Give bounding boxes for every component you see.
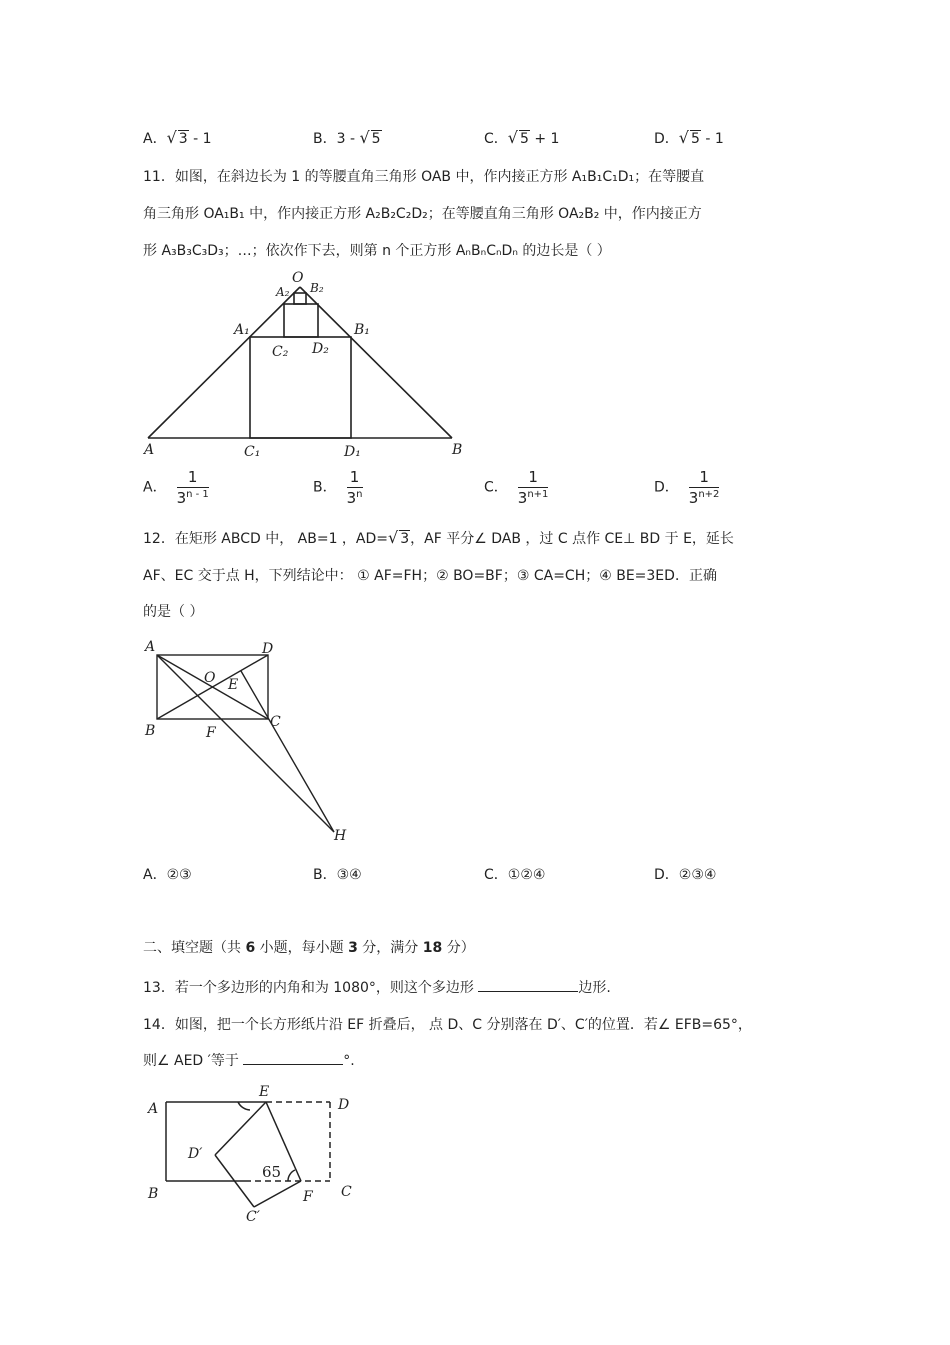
section-heading: 二、填空题（共 6 小题，每小题 3 分，满分 18 分）	[143, 940, 475, 956]
q14-answer-blank	[243, 1064, 343, 1065]
q11-triangle-figure	[140, 268, 480, 468]
label-d-prime: D′	[188, 1146, 203, 1162]
angle-label-65: 65	[262, 1163, 282, 1181]
label-e: E	[228, 677, 239, 693]
q13-text: 13．若一个多边形的内角和为 1080°，则这个多边形 边形.	[143, 980, 611, 996]
q11-text-line2: 角三角形 OA₁B₁ 中，作内接正方形 A₂B₂C₂D₂；在等腰直角三角形 OA₂B₂ 中，作内接正方	[143, 206, 702, 222]
square-1	[250, 337, 351, 438]
label-f: F	[303, 1189, 313, 1205]
label-b: B	[145, 723, 156, 739]
label-b1: B₁	[354, 322, 370, 338]
q10-option-c: C．√ 5 + 1	[484, 128, 560, 147]
angle-arc-f	[288, 1170, 295, 1181]
label-d1: D₁	[344, 444, 361, 460]
angle-arc-e	[238, 1102, 250, 1110]
q11-text-line1: 11．如图，在斜边长为 1 的等腰直角三角形 OAB 中，作内接正方形 A₁B₁C₁D₁；在等腰直	[143, 169, 705, 185]
label-d: D	[262, 641, 274, 657]
label-e: E	[259, 1084, 270, 1100]
label-c: C	[270, 714, 281, 730]
q14-text-line1: 14．如图，把一个长方形纸片沿 EF 折叠后， 点 D、C 分别落在 D′、C′的位置．若∠ EFB=65°，	[143, 1017, 752, 1033]
square-3	[294, 293, 306, 304]
label-a2: A₂	[276, 285, 290, 299]
q11-option-c: C． $\frac{1}{3^{n+1}}$	[484, 468, 549, 507]
label-d: D	[338, 1097, 350, 1113]
q11-option-b: B． $\frac{1}{3^n}$	[313, 468, 363, 507]
label-c1: C₁	[244, 444, 261, 460]
q12-rectangle-figure	[140, 636, 360, 846]
label-b: B	[148, 1186, 159, 1202]
label-a: A	[145, 639, 156, 655]
edge-ed-prime	[215, 1102, 266, 1155]
label-a: A	[148, 1101, 159, 1117]
q11-option-d: D． $\frac{1}{3^{n+2}}$	[654, 468, 720, 507]
label-d2: D₂	[312, 341, 329, 357]
q10-option-b: B．3 - √ 5	[313, 128, 381, 147]
label-o: O	[204, 670, 216, 686]
line-ah	[157, 655, 334, 832]
label-a: A	[144, 442, 155, 458]
label-h: H	[334, 828, 347, 844]
q12-option-b: B．③④	[313, 867, 362, 883]
q10-option-a: A．√ 3 - 1	[143, 128, 212, 147]
label-c-prime: C′	[246, 1209, 260, 1222]
q12-text-line1: 12．在矩形 ABCD 中， AB=1 ，AD=√ 3，AF 平分∠ DAB ，过 C 点作 CE⊥ BD 于 E，延长	[143, 528, 734, 547]
q10-option-d: D．√ 5 - 1	[654, 128, 724, 147]
q14-fold-figure	[140, 1080, 370, 1222]
label-c: C	[341, 1184, 352, 1200]
q11-option-a: A． $\frac{1}{3^{n - 1}}$	[143, 468, 209, 507]
triangle-side-ob	[300, 287, 452, 438]
label-b: B	[452, 442, 463, 458]
line-eh	[241, 671, 334, 832]
q12-text-line2: AF、EC 交于点 H，下列结论中： ① AF=FH；② BO=BF；③ CA=CH；④ BE=3ED．正确	[143, 568, 717, 584]
label-f: F	[206, 725, 216, 741]
q12-option-c: C．①②④	[484, 867, 546, 883]
label-b2: B₂	[310, 281, 324, 295]
triangle-side-oa	[148, 287, 300, 438]
q12-text-line3: 的是（ ）	[143, 604, 204, 620]
label-o: O	[292, 270, 304, 286]
q12-option-a: A．②③	[143, 867, 192, 883]
q12-option-d: D．②③④	[654, 867, 717, 883]
q11-text-line3: 形 A₃B₃C₃D₃；…；依次作下去，则第 n 个正方形 AₙBₙCₙDₙ 的边长是（ ）	[143, 243, 611, 259]
label-c2: C₂	[272, 344, 289, 360]
q13-answer-blank	[478, 991, 578, 992]
square-2	[284, 304, 318, 337]
label-a1: A₁	[234, 322, 250, 338]
edge-cprime-f	[254, 1181, 301, 1207]
q14-text-line2: 则∠ AED ′等于 °.	[143, 1053, 355, 1069]
